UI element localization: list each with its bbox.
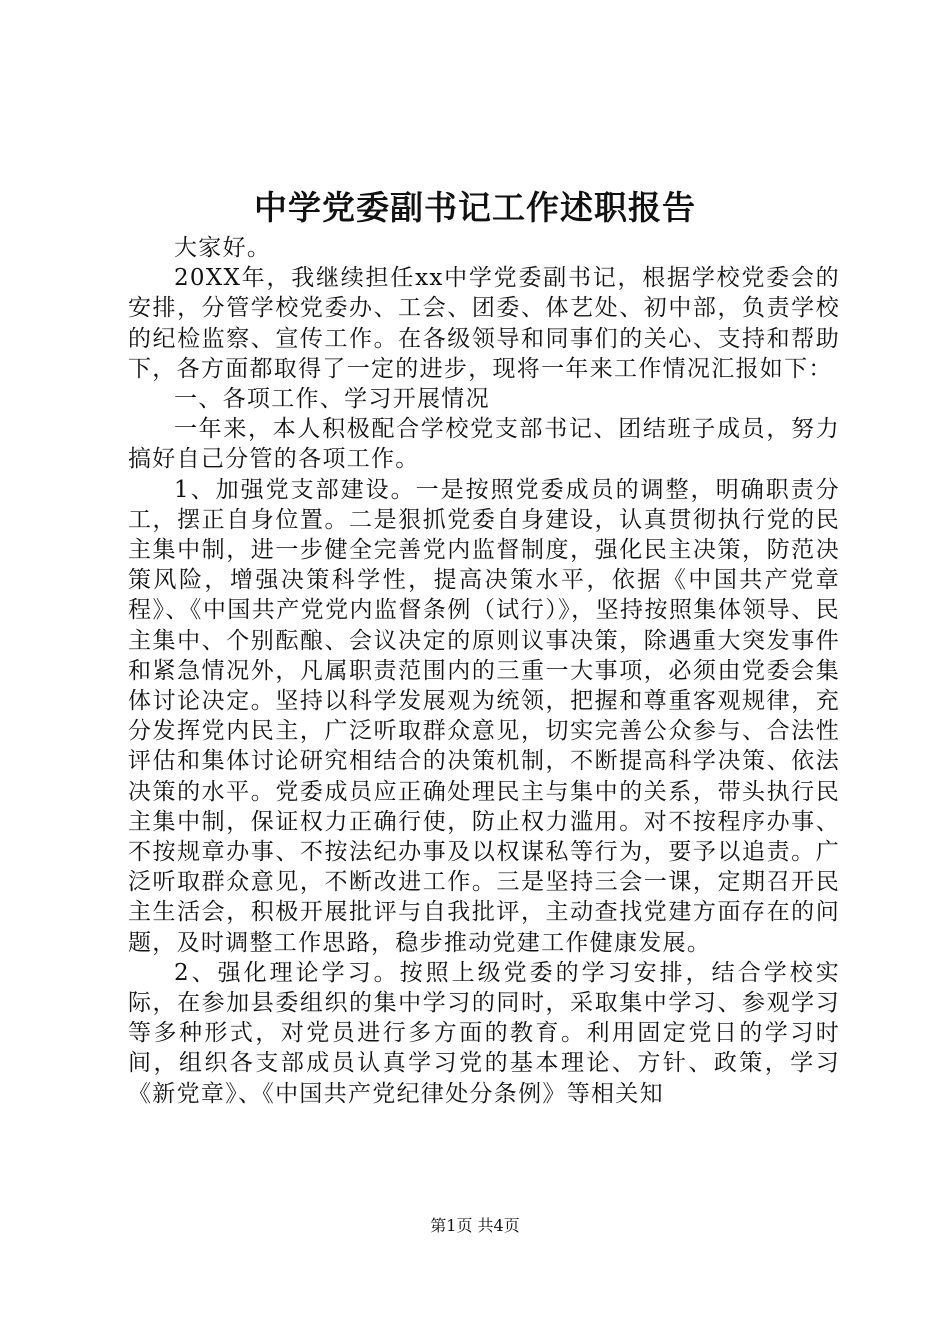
paragraph-greeting: 大家好。 [174, 235, 272, 261]
document-body [128, 233, 840, 1109]
paragraph-overview: 一年来，本人积极配合学校党支部书记、团结班子成员，努力搞好自己分管的各项工作。 [128, 416, 840, 473]
paragraph-intro: 20XX年，我继续担任xx中学党委副书记，根据学校党委会的安排，分管学校党委办、工会、团委、体艺处、初中部，负责学校的纪检监察、宣传工作。在各级领导和同事们的关心、支持和帮助下，各方面都取得了一定的进步，现将一年来工作情况汇报如下： [128, 265, 840, 382]
page-footer: 第1页 共4页 [430, 1216, 520, 1235]
section-heading: 一、各项工作、学习开展情况 [174, 386, 490, 413]
paragraph-item-1: 1、加强党支部建设。一是按照党委成员的调整，明确职责分工，摆正自身位置。二是狠抓党委自身建设，认真贯彻执行党的民主集中制，进一步健全完善党内监督制度，强化民主决策，防范决策风险，增强决策科学性，提高决策水平，依据《中国共产党章程》、《中国共产党党内监督条例（试行）》，坚持按照集体领导、民主集中、个别酝酿、会议决定的原则议事决策，除遇重大突发事件和紧急情况外，凡属职责范围内的三重一大事项，必须由党委会集体讨论决定。坚持以科学发展观为统领，把握和尊重客观规律，充分发挥党内民主，广泛听取群众意见，切实完善公众参与、合法性评估和集体讨论研究相结合的决策机制，不断提高科学决策、依法决策的水平。党委成员应正确处理民主与集中的关系，带头执行民主集中制，保证权力正确行使，防止权力滥用。对不按程序办事、不按规章办事、不按法纪办事及以权谋私等行为，要予以追责。广泛听取群众意见，不断改进工作。三是坚持三会一课，定期召开民主生活会，积极开展批评与自我批评，主动查找党建方面存在的问题，及时调整工作思路，稳步推动党建工作健康发展。 [128, 476, 840, 956]
paragraph-item-2: 2、强化理论学习。按照上级党委的学习安排，结合学校实际，在参加县委组织的集中学习的同时，采取集中学习、参观学习等多种形式，对党员进行多方面的教育。利用固定党日的学习时间，组织各支部成员认真学习党的基本理论、方针、政策，学习《新党章》、《中国共产党纪律处分条例》等相关知 [128, 959, 840, 1107]
document-title: 中学党委副书记工作述职报告 [254, 188, 696, 227]
